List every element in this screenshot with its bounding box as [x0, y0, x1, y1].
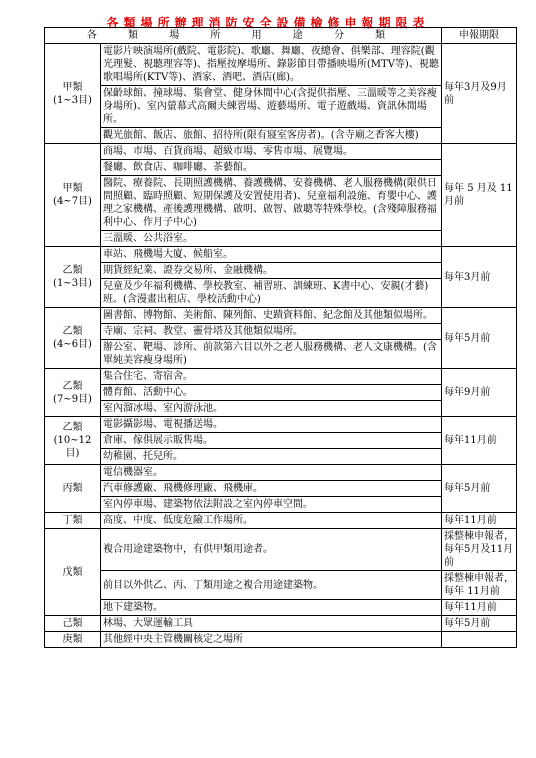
category-cell: 乙類 (7~9目) [45, 369, 101, 417]
use-cell: 辦公室、靶場、診所、前款第六目以外之老人服務機構、老人文康機構。(含單純美容瘦身場所) [101, 340, 442, 369]
period-cell: 採整棟申報者，每年5月及11月前 [442, 529, 517, 571]
category-cell: 乙類 (1~3目) [45, 247, 101, 308]
header-period: 申報期限 [442, 28, 517, 44]
table-row [45, 529, 517, 571]
use-cell: 倉庫、傢俱展示販售場。 [101, 433, 442, 449]
table-row [45, 600, 517, 616]
category-cell: 丁類 [45, 513, 101, 529]
category-cell: 乙類 (4~6目) [45, 308, 101, 369]
category-cell: 己類 [45, 616, 101, 632]
category-cell: 戊類 [45, 529, 101, 616]
table-row [45, 571, 517, 600]
schedule-table [44, 27, 517, 648]
use-cell: 餐廳、飲食店、咖啡廳、茶藝館。 [101, 160, 442, 176]
header-use: 各 類 場 所 用 途 分 類 [45, 28, 442, 44]
table-row [45, 44, 517, 86]
use-cell: 圖書館、博物館、美術館、陳列館、史蹟資料館、紀念館及其他類似場所。 [101, 308, 442, 324]
period-cell: 每年5月前 [442, 616, 517, 632]
use-cell: 幼稚園、托兒所。 [101, 449, 442, 465]
use-cell: 醫院、療養院、長期照護機構、養護機構、安養機構、老人服務機構(限供日間照顧、臨時照顧、短期保護及安置使用者)、兒童福利設施、育嬰中心、護理之家機構、產後護理機構、啟明、啟智、啟聰等特殊學校。(含殘障服務福利中心、作月子中心) [101, 176, 442, 231]
period-cell: 每年11月前 [442, 513, 517, 529]
category-cell: 乙類 (10~12目) [45, 417, 101, 465]
table-row [45, 616, 517, 632]
period-cell: 每年5月前 [442, 465, 517, 513]
table-row [45, 465, 517, 481]
period-cell: 每年3月前 [442, 247, 517, 308]
period-cell: 每年9月前 [442, 369, 517, 417]
use-cell: 汽車修護廠、飛機修理廠、飛機庫。 [101, 481, 442, 497]
table-row [45, 369, 517, 385]
use-cell: 其他經中央主管機關核定之場所 [101, 632, 442, 648]
period-cell: 每年11月前 [442, 417, 517, 465]
category-cell: 丙類 [45, 465, 101, 513]
table-row [45, 417, 517, 433]
use-cell: 觀光旅館、飯店、旅館、招待所(限有寢室客房者)。(含寺廟之香客大樓) [101, 128, 442, 144]
period-cell: 採整棟申報者，每年 11月前 [442, 571, 517, 600]
use-cell: 商場、市場、百貨商場、超級市場、零售市場、展覽場。 [101, 144, 442, 160]
table-row [45, 632, 517, 648]
use-cell: 林場、大眾運輸工具 [101, 616, 442, 632]
use-cell: 室內停車場、建築物依法附設之室內停車空間。 [101, 497, 442, 513]
use-cell: 期貨經紀業、證券交易所、金融機構。 [101, 263, 442, 279]
use-cell: 前目以外供乙、丙、丁類用途之複合用途建築物。 [101, 571, 442, 600]
use-cell: 室內溜冰場、室內游泳池。 [101, 401, 442, 417]
use-cell: 體育館、活動中心。 [101, 385, 442, 401]
period-cell: 每年 5 月及 11月前 [442, 144, 517, 247]
table-row [45, 144, 517, 160]
table-row [45, 247, 517, 263]
use-cell: 保齡球館、撞球場、集會堂、健身休閒中心(含提供指壓、三溫暖等之美容瘦身場所)、室內螢幕式高爾夫練習場、遊藝場所、電子遊戲場、資訊休閒場所。 [101, 86, 442, 128]
use-cell: 電信機器室。 [101, 465, 442, 481]
use-cell: 車站、飛機場大廈、候船室。 [101, 247, 442, 263]
use-cell: 電影攝影場、電視播送場。 [101, 417, 442, 433]
table-body [45, 44, 517, 648]
table-row [45, 308, 517, 324]
use-cell: 電影片映演場所(戲院、電影院)、歌廳、舞廳、夜總會、俱樂部、理容院(觀光理髮、視聽理容等)、指壓按摩場所、錄影節目帶播映場所(MTV等)、視聽歌唱場所(KTV等)、酒家、酒吧、酒店(廊)。 [101, 44, 442, 86]
use-cell: 地下建築物。 [101, 600, 442, 616]
use-cell: 高度、中度、低度危險工作場所。 [101, 513, 442, 529]
table-row [45, 513, 517, 529]
category-cell: 甲類 (4~7目) [45, 144, 101, 247]
category-cell: 庚類 [45, 632, 101, 648]
use-cell: 複合用途建築物中，有供甲類用途者。 [101, 529, 442, 571]
use-cell: 兒童及少年福利機構、學校教室、補習班、訓練班、K書中心、安親(才藝)班。(含漫畫出租店、學校活動中心) [101, 279, 442, 308]
header-row [45, 28, 517, 44]
period-cell: 每年11月前 [442, 600, 517, 616]
category-cell: 甲類 (1~3目) [45, 44, 101, 144]
use-cell: 寺廟、宗祠、教堂、靈骨塔及其他類似場所。 [101, 324, 442, 340]
period-cell: 每年5月前 [442, 308, 517, 369]
period-cell: 每年3月及9月前 [442, 44, 517, 144]
page-title: 各類場所辦理消防安全設備檢修申報期限表 [106, 16, 430, 30]
period-cell [442, 632, 517, 648]
use-cell: 集合住宅、寄宿舍。 [101, 369, 442, 385]
use-cell: 三溫暖、公共浴室。 [101, 231, 442, 247]
